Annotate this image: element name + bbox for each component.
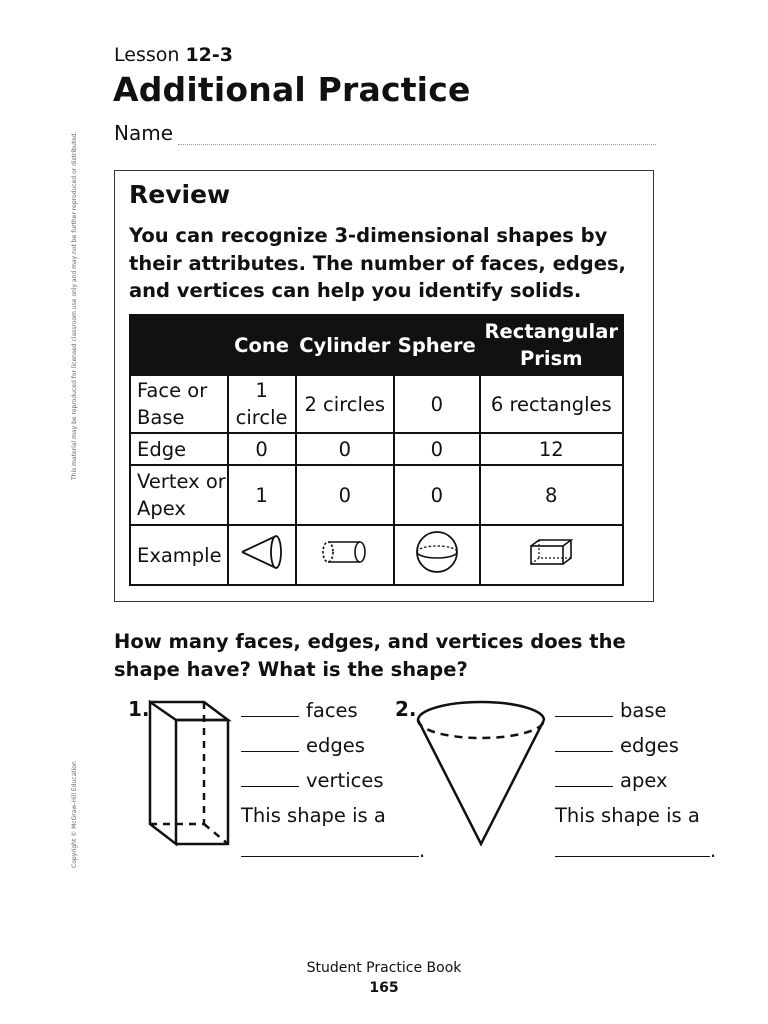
table-cell: 2 circles [296,375,395,433]
answer-label: vertices [306,769,384,792]
table-cell: 8 [480,465,623,525]
problem-2-answers [555,693,716,868]
answer-label: apex [620,769,668,792]
problem-1-number: 1. [128,697,150,721]
copyright-notice: This material may be reproduced for licensed classroom use only and may not be further reproduced or distributed. [71,131,78,480]
column-header-rectangular-prism: Rectangular Prism [480,315,623,375]
table-row [130,375,623,433]
row-header: Example [130,525,228,585]
name-line[interactable] [178,144,656,145]
table-cell: 0 [228,433,296,465]
shape-name-blank[interactable] [241,836,419,857]
page-footer [0,958,768,998]
table-row [130,465,623,525]
column-header-cylinder: Cylinder [296,315,395,375]
problem-2-number: 2. [395,697,417,721]
shape-name-blank[interactable] [555,836,710,857]
table-cell [296,525,395,585]
column-header-cone: Cone [228,315,296,375]
table-cell: 0 [394,375,480,433]
table-cell: 1 [228,465,296,525]
table-row [130,433,623,465]
table-cell: 1 circle [228,375,296,433]
table-row [130,525,623,585]
period: . [419,839,426,862]
lesson-label [114,44,233,66]
page-title: Additional Practice [113,70,471,109]
table-cell: 0 [296,465,395,525]
rectangular-prism-drawing [146,698,234,848]
attributes-table [129,314,624,586]
period: . [710,839,717,862]
book-title: Student Practice Book [306,960,462,976]
base-blank[interactable] [555,698,613,717]
sphere-icon [414,529,460,575]
faces-blank[interactable] [241,698,299,717]
table-cell: 12 [480,433,623,465]
table-cell [394,525,480,585]
table-cell: 0 [296,433,395,465]
table-corner [130,315,228,375]
edges-blank[interactable] [241,733,299,752]
table-cell: 0 [394,465,480,525]
column-header-sphere: Sphere [394,315,480,375]
question-text: How many faces, edges, and vertices does the shape have? What is the shape? [114,630,626,681]
cone-drawing [414,692,548,848]
table-cell: 0 [394,433,480,465]
row-header: Edge [130,433,228,465]
rectangular-prism-icon [527,536,575,568]
apex-blank[interactable] [555,768,613,787]
lesson-word: Lesson [114,44,180,66]
row-header: Face or Base [130,375,228,433]
row-header: Vertex or Apex [130,465,228,525]
review-text: You can recognize 3-dimensional shapes by their attributes. The number of faces, edges, and vertices can help you identify solids. [129,224,626,302]
review-title: Review [129,180,231,209]
edges-blank[interactable] [555,733,613,752]
cone-icon [238,530,286,574]
answer-label: faces [306,699,358,722]
lesson-number: 12-3 [185,44,233,66]
cylinder-icon [320,537,370,567]
table-cell [480,525,623,585]
shape-prompt: This shape is a [555,804,700,827]
shape-prompt: This shape is a [241,804,386,827]
answer-label: base [620,699,667,722]
copyright-line: Copyright © McGraw-Hill Education [71,761,78,868]
answer-label: edges [620,734,679,757]
vertices-blank[interactable] [241,768,299,787]
answer-label: edges [306,734,365,757]
table-cell: 6 rectangles [480,375,623,433]
page-number: 165 [369,980,399,996]
table-cell [228,525,296,585]
name-label: Name [114,121,174,145]
